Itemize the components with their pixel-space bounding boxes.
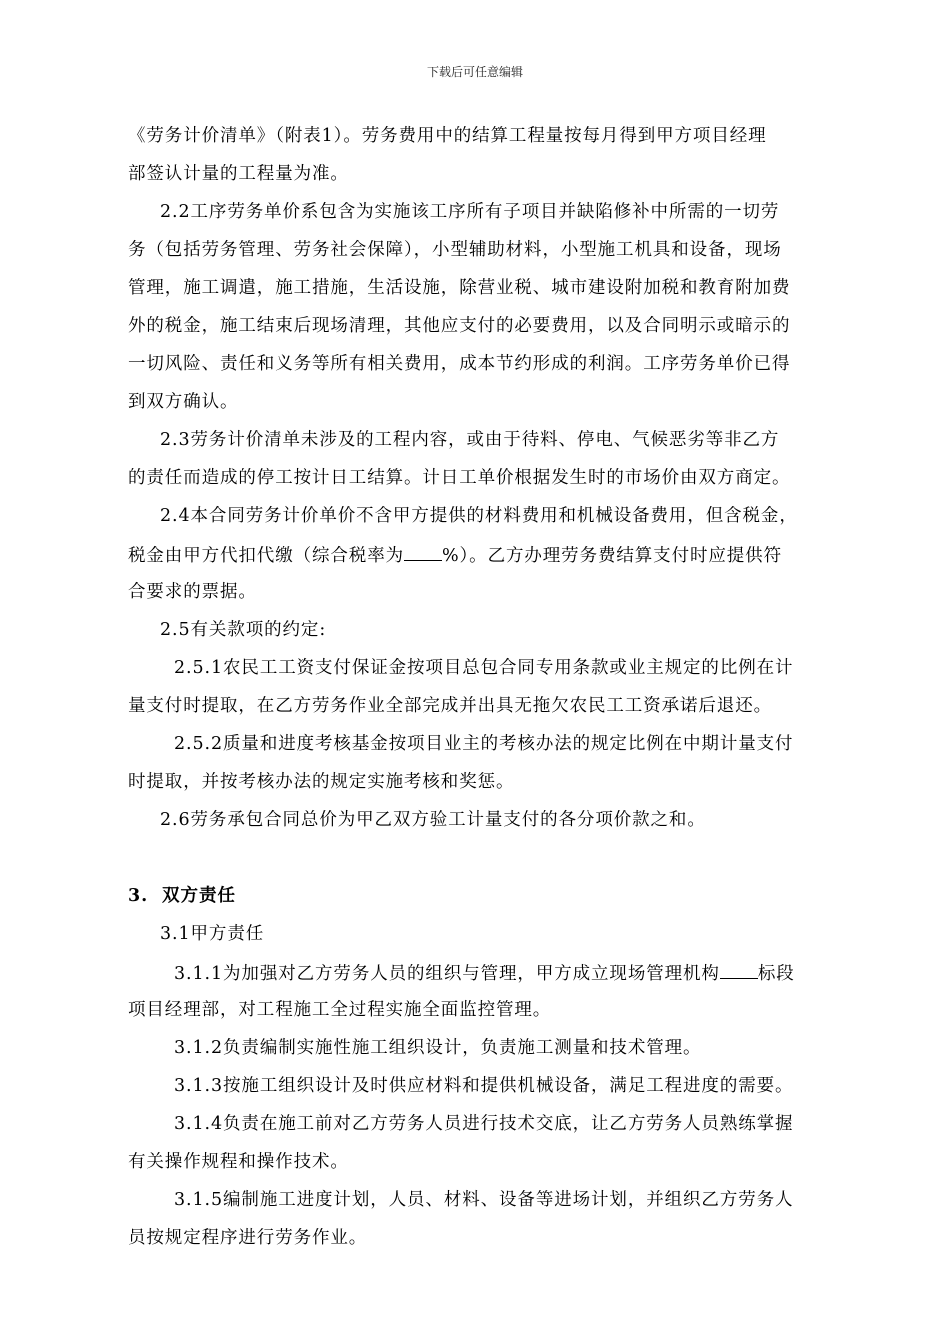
paragraph-line: 时提取，并按考核办法的规定实施考核和奖惩。 <box>128 772 515 792</box>
paragraph-line: 2.6劳务承包合同总价为甲乙双方验工计量支付的各分项价款之和。 <box>160 810 706 830</box>
paragraph-line: 管理，施工调遣，施工措施，生活设施，除营业税、城市建设附加税和教育附加费 <box>128 278 791 298</box>
text-span: %）。乙方办理劳务费结算支付时应提供符 <box>442 546 782 566</box>
subsection-heading: 3.1甲方责任 <box>160 924 265 944</box>
paragraph-line: 《劳务计价清单》（附表1）。劳务费用中的结算工程量按每月得到甲方项目经理 <box>128 126 767 146</box>
paragraph-line <box>128 542 828 568</box>
paragraph-line <box>174 960 874 986</box>
section-heading <box>128 884 828 908</box>
section-number-blank <box>720 960 758 979</box>
paragraph-line: 一切风险、责任和义务等所有相关费用，成本节约形成的利润。工序劳务单价已得 <box>128 354 791 374</box>
paragraph-line: 务（包括劳务管理、劳务社会保障），小型辅助材料，小型施工机具和设备，现场 <box>128 240 782 260</box>
paragraph-line: 有关操作规程和操作技术。 <box>128 1152 349 1172</box>
text-span: 标段 <box>757 964 795 984</box>
paragraph-line: 外的税金，施工结束后现场清理，其他应支付的必要费用，以及合同明示或暗示的 <box>128 316 791 336</box>
paragraph-line: 合要求的票据。 <box>128 582 257 602</box>
paragraph-line: 3.1.4负责在施工前对乙方劳务人员进行技术交底，让乙方劳务人员熟练掌握 <box>174 1114 794 1134</box>
paragraph-line: 3.1.5编制施工进度计划，人员、材料、设备等进场计划，并组织乙方劳务人 <box>174 1190 794 1210</box>
paragraph-line: 部签认计量的工程量为准。 <box>128 164 349 184</box>
paragraph-line: 2.4本合同劳务计价单价不含甲方提供的材料费用和机械设备费用，但含税金， <box>160 506 798 526</box>
paragraph-line: 3.1.3按施工组织设计及时供应材料和提供机械设备，满足工程进度的需要。 <box>174 1076 794 1096</box>
paragraph-line: 2.5.2质量和进度考核基金按项目业主的考核办法的规定比例在中期计量支付 <box>174 734 794 754</box>
paragraph-line: 2.2工序劳务单价系包含为实施该工序所有子项目并缺陷修补中所需的一切劳 <box>160 202 780 222</box>
paragraph-line: 到双方确认。 <box>128 392 239 412</box>
text-span: 税金由甲方代扣代缴（综合税率为 <box>128 546 404 566</box>
paragraph-line: 2.5.1农民工工资支付保证金按项目总包合同专用条款或业主规定的比例在计 <box>174 658 794 678</box>
paragraph-line: 员按规定程序进行劳务作业。 <box>128 1228 368 1248</box>
paragraph-line: 项目经理部，对工程施工全过程实施全面监控管理。 <box>128 1000 552 1020</box>
paragraph-line: 量支付时提取，在乙方劳务作业全部完成并出具无拖欠农民工工资承诺后退还。 <box>128 696 772 716</box>
text-span: 3.1.1为加强对乙方劳务人员的组织与管理，甲方成立现场管理机构 <box>174 964 720 984</box>
paragraph-line: 3.1.2负责编制实施性施工组织设计，负责施工测量和技术管理。 <box>174 1038 702 1058</box>
tax-rate-blank <box>404 542 442 561</box>
page-header: 下载后可任意编辑 <box>426 65 523 79</box>
paragraph-line: 的责任而造成的停工按计日工结算。计日工单价根据发生时的市场价由双方商定。 <box>128 468 791 488</box>
paragraph-line: 2.5有关款项的约定: <box>160 620 327 640</box>
paragraph-line: 2.3劳务计价清单未涉及的工程内容，或由于待料、停电、气候恶劣等非乙方 <box>160 430 780 450</box>
section-title: 双方责任 <box>162 886 236 906</box>
section-number: 3. <box>128 886 149 906</box>
